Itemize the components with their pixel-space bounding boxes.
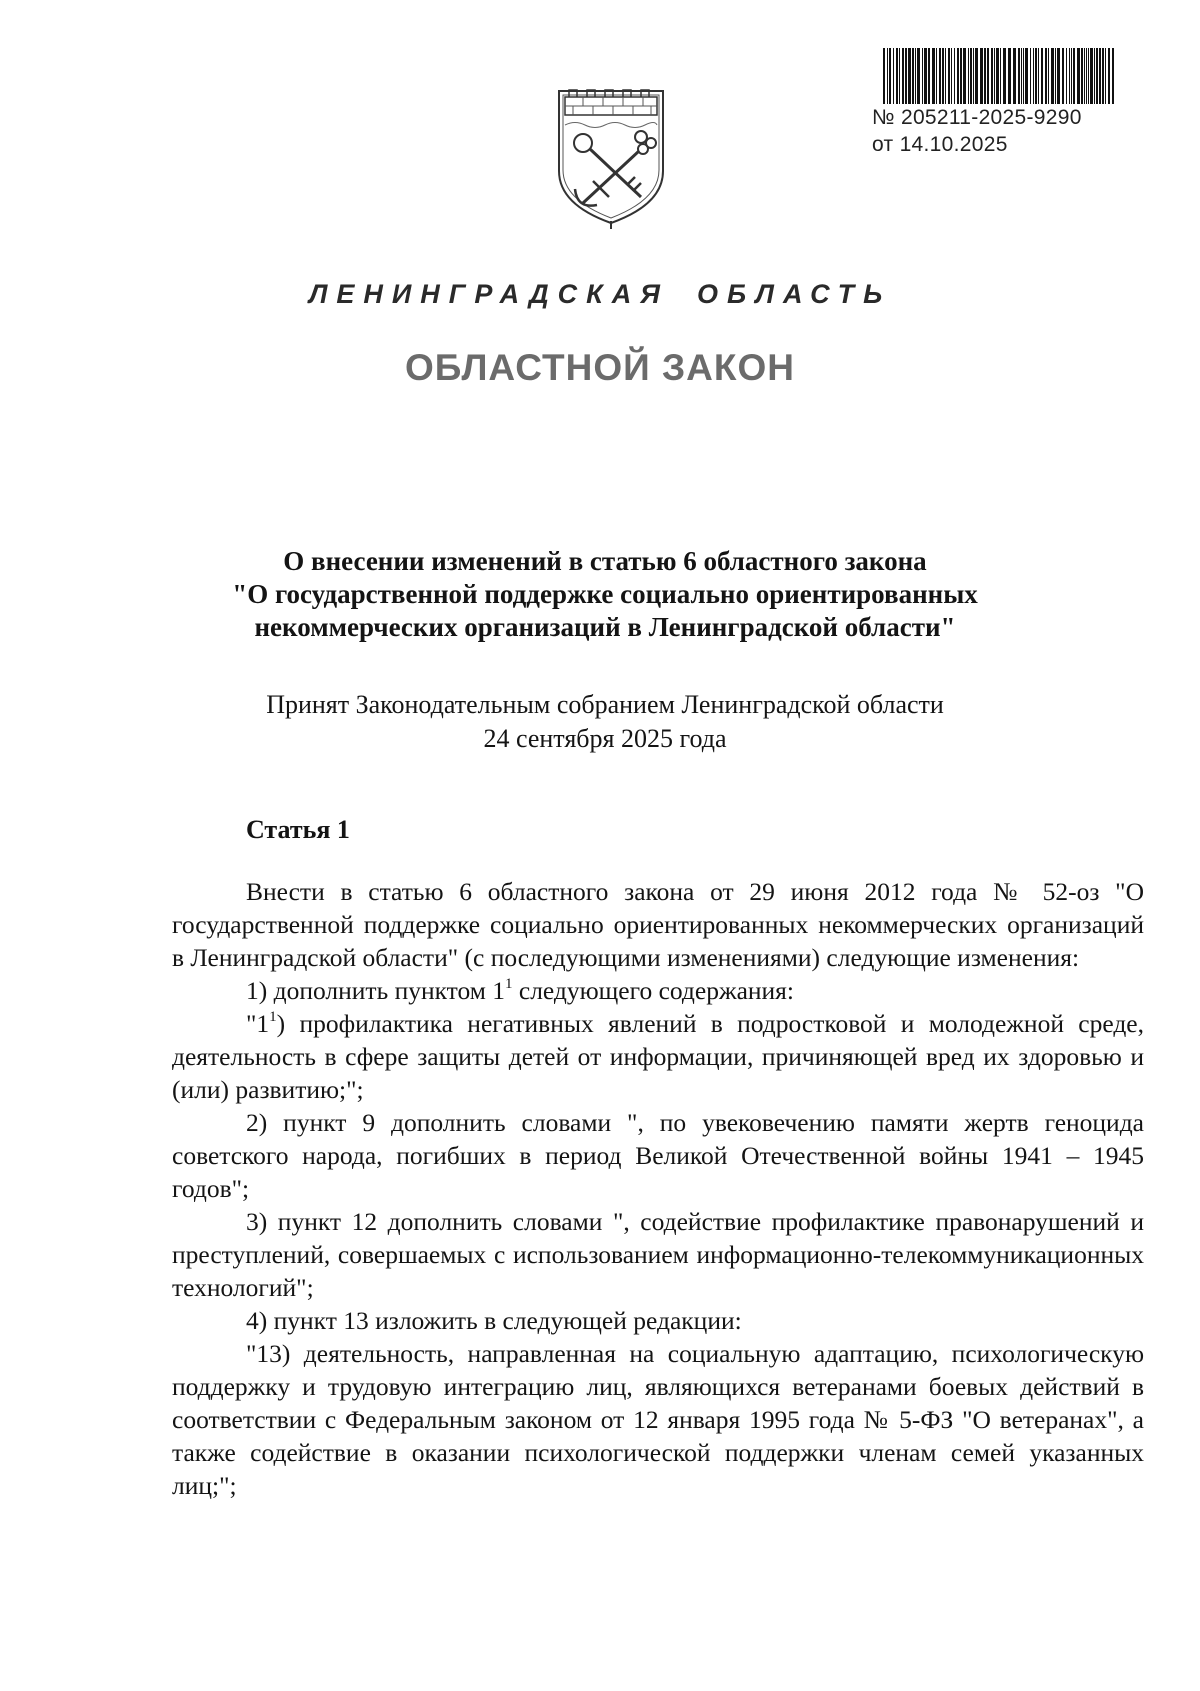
barcode-bar (1013, 48, 1016, 104)
barcode-bar (922, 48, 923, 104)
barcode-bar (1051, 48, 1054, 104)
barcode-bar (1033, 48, 1034, 104)
law-title-line-1: О внесении изменений в статью 6 областного закона (283, 546, 927, 576)
barcode-bar (1000, 48, 1001, 104)
barcode-bar (975, 48, 978, 104)
barcode-bar (1071, 48, 1072, 104)
barcode-bar (994, 48, 995, 104)
article-heading: Статья 1 (246, 815, 350, 844)
barcode-bar (1030, 48, 1031, 104)
coat-of-arms-emblem (553, 85, 669, 229)
barcode-bar (915, 48, 916, 104)
barcode-bar (996, 48, 999, 104)
barcode-bar (963, 48, 966, 104)
barcode-bar (1062, 48, 1064, 104)
barcode-bar (1077, 48, 1080, 104)
barcode-bar (1086, 48, 1087, 104)
barcode-bar (957, 48, 959, 104)
barcode-bar (1057, 48, 1060, 104)
barcode-bar (883, 48, 885, 104)
item-4-text-paragraph: "13) деятельность, направленная на социальную адаптацию, психологическую поддержку и трудовую интеграцию лиц, являющихся ветеранами боевых действий в соответствии с Федеральным законом от 12 января 1995 года № 5-ФЗ "О ветеранах", а также содействие в оказании психологической поддержки членам семей указанных лиц;"; (172, 1339, 1144, 1500)
barcode-bar (1055, 48, 1056, 104)
region-name (0, 279, 1200, 310)
barcode-bar (1084, 48, 1085, 104)
barcode-bar (1023, 48, 1024, 104)
barcode-bar (1069, 48, 1070, 104)
item-1-text-paragraph: "$1^1$) профилактика негативных явлений в подростковой и молодежной среде, деятельность в сфере защиты детей от информации, причиняющей вред их здоровью и (или) развитию;"; (172, 1008, 1144, 1104)
barcode-bar (1038, 48, 1039, 104)
barcode-bar (1096, 48, 1098, 104)
adoption-note (170, 688, 1040, 756)
barcode-bar (942, 48, 944, 104)
item-2-paragraph: 2) пункт 9 дополнить словами ", по увековечению памяти жертв геноцида советского народа, погибших в период Великой Отечественной войны 1941 – 1945 годов"; (172, 1108, 1144, 1203)
article-body (172, 875, 1144, 1502)
barcode-graphic (883, 48, 1116, 104)
region-name-left: ЛЕНИНГРАДСКАЯ (308, 279, 669, 309)
barcode-bar (1048, 48, 1049, 104)
registration-date: от 14.10.2025 (872, 133, 1008, 156)
registration-stamp (872, 104, 1082, 158)
barcode-bar (899, 48, 900, 104)
barcode-bar (893, 48, 894, 104)
barcode-bar (1045, 48, 1047, 104)
barcode-bar (917, 48, 920, 104)
barcode-bar (1099, 48, 1101, 104)
barcode-bar (1041, 48, 1043, 104)
barcode-bar (939, 48, 941, 104)
barcode-bar (908, 48, 911, 104)
law-title-line-3: некоммерческих организаций в Ленинградской области" (254, 612, 956, 642)
barcode-bar (1066, 48, 1067, 104)
barcode-bar (968, 48, 969, 104)
barcode-bar (980, 48, 983, 104)
registration-number: № 205211-2025-9290 (872, 106, 1082, 129)
adoption-note-line-2: 24 сентября 2025 года (483, 724, 727, 753)
item-4-paragraph: 4) пункт 13 изложить в следующей редакции: (246, 1306, 742, 1335)
region-name-right: ОБЛАСТЬ (696, 279, 892, 309)
item-3-paragraph: 3) пункт 12 дополнить словами ", содействие профилактике правонарушений и преступлений, совершаемых с использованием информационно-телекоммуникационных технологий"; (172, 1207, 1144, 1302)
item-1-paragraph: 1) дополнить пунктом $1^1$ следующего содержания: (246, 975, 794, 1005)
barcode-bar (1073, 48, 1075, 104)
barcode-bar (1003, 48, 1006, 104)
barcode-bar (1108, 48, 1110, 104)
barcode-bar (905, 48, 907, 104)
barcode-bar (954, 48, 955, 104)
barcode-bar (1035, 48, 1037, 104)
barcode-bar (928, 48, 930, 104)
barcode-bar (984, 48, 986, 104)
law-title-line-2: "О государственной поддержке социально ориентированных (232, 579, 978, 609)
barcode-bar (1112, 48, 1114, 104)
barcode-bar (1105, 48, 1106, 104)
barcode-bar (987, 48, 989, 104)
barcode-bar (1025, 48, 1028, 104)
barcode-bar (1008, 48, 1011, 104)
law-title (170, 545, 1040, 644)
barcode-bar (973, 48, 974, 104)
barcode-bar (970, 48, 972, 104)
barcode-bar (948, 48, 950, 104)
barcode-bar (932, 48, 935, 104)
barcode-bar (889, 48, 891, 104)
barcode-bar (1102, 48, 1104, 104)
barcode-bar (1081, 48, 1083, 104)
barcode-bar (960, 48, 962, 104)
barcode-bar (896, 48, 898, 104)
barcode-bar (1088, 48, 1089, 104)
barcode-bar (951, 48, 952, 104)
barcode-bar (1090, 48, 1093, 104)
barcode-bar (1094, 48, 1095, 104)
barcode-bar (945, 48, 946, 104)
barcode-bar (1021, 48, 1022, 104)
barcode-bar (936, 48, 937, 104)
law-type-heading: ОБЛАСТНОЙ ЗАКОН (405, 347, 795, 388)
intro-paragraph: Внести в статью 6 областного закона от 29 июня 2012 года № 52-оз "О государственной поддержке социально ориентированных некоммерческих организаций в Ленинградской области" (с последующими изменениями) следующие изменения: (172, 877, 1144, 972)
barcode-bar (924, 48, 927, 104)
barcode-bar (1018, 48, 1020, 104)
adoption-note-line-1: Принят Законодательным собранием Ленинградской области (266, 690, 944, 719)
barcode-bar (991, 48, 993, 104)
barcode-bar (902, 48, 904, 104)
barcode-bar (887, 48, 888, 104)
barcode-bar (912, 48, 914, 104)
